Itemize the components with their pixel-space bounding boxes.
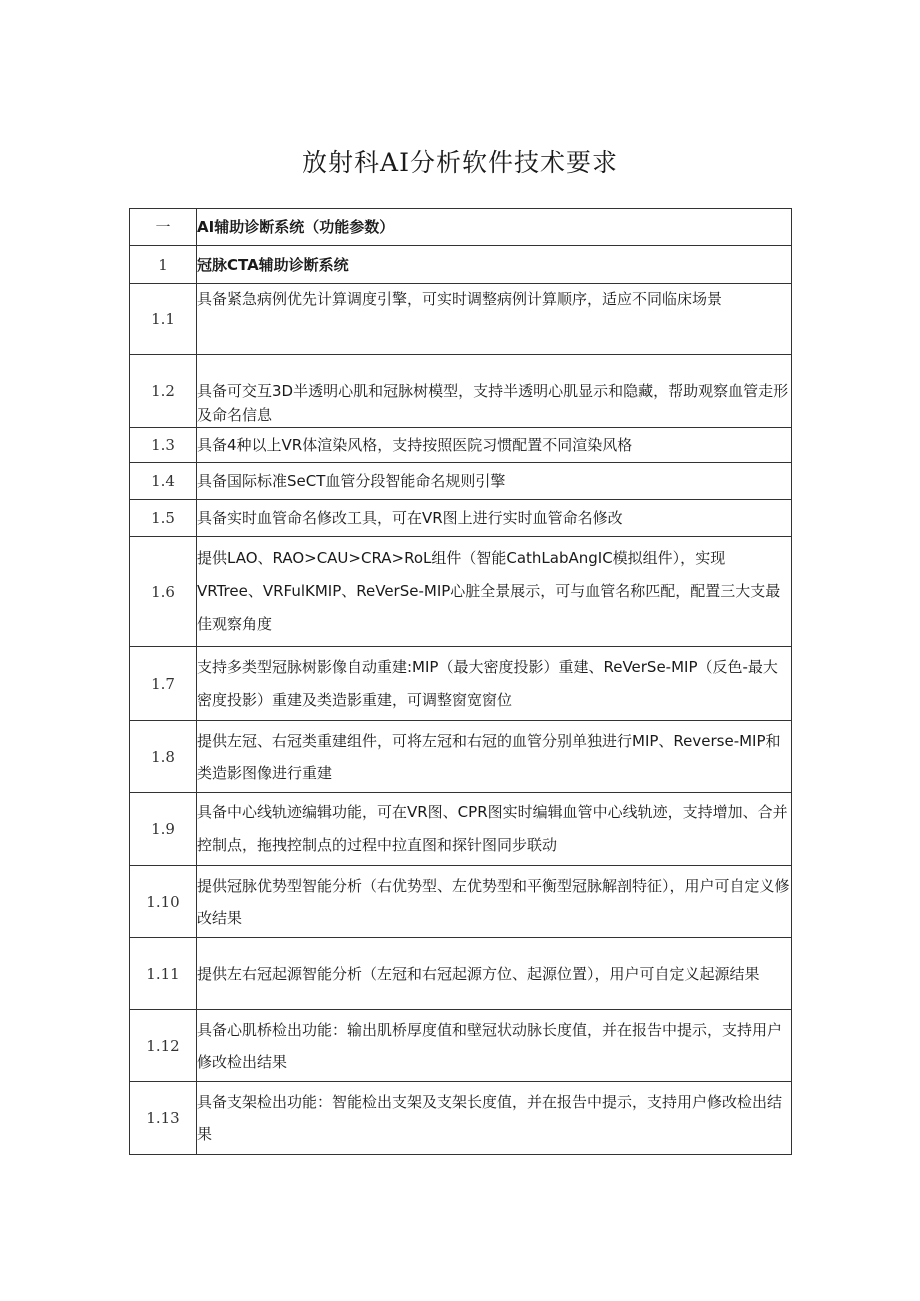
- row-number: 1.9: [130, 793, 197, 866]
- row-number: 1.6: [130, 537, 197, 647]
- row-number: 1.4: [130, 463, 197, 500]
- table-row: [130, 647, 792, 721]
- row-number: 1.3: [130, 428, 197, 463]
- table-row: [130, 500, 792, 537]
- row-description: 具备实时血管命名修改工具，可在VR图上进行实时血管命名修改: [197, 500, 792, 537]
- row-description: 提供左右冠起源智能分析（左冠和右冠起源方位、起源位置），用户可自定义起源结果: [197, 938, 792, 1010]
- row-description: 提供冠脉优势型智能分析（右优势型、左优势型和平衡型冠脉解剖特征），用户可自定义修改结果: [197, 866, 792, 938]
- row-description: 提供LAO、RAO>CAU>CRA>RoL组件（智能CathLabAngIC模拟组件），实现VRTree、VRFulKMIP、ReVerSe-MIP心脏全景展示，可与血管名称匹配，配置三大支最佳观察角度: [197, 537, 792, 647]
- row-description: AI辅助诊断系统（功能参数）: [197, 209, 792, 246]
- row-number: 1.11: [130, 938, 197, 1010]
- page-title: 放射科AI分析软件技术要求: [302, 148, 618, 177]
- row-number: 一: [130, 209, 197, 246]
- table-row: [130, 938, 792, 1010]
- row-number: 1.8: [130, 721, 197, 793]
- row-description: 支持多类型冠脉树影像自动重建:MIP（最大密度投影）重建、ReVerSe-MIP（反色-最大密度投影）重建及类造影重建，可调整窗宽窗位: [197, 647, 792, 721]
- table-row: [130, 866, 792, 938]
- table-row: [130, 284, 792, 355]
- row-description: 具备4种以上VR体渲染风格，支持按照医院习惯配置不同渲染风格: [197, 428, 792, 463]
- table-row: [130, 1010, 792, 1082]
- table-row: [130, 428, 792, 463]
- row-number: 1.7: [130, 647, 197, 721]
- row-number: 1.13: [130, 1082, 197, 1155]
- row-description: 冠脉CTA辅助诊断系统: [197, 246, 792, 284]
- row-number: 1.2: [130, 355, 197, 428]
- row-number: 1.10: [130, 866, 197, 938]
- row-description: 具备支架检出功能：智能检出支架及支架长度值，并在报告中提示，支持用户修改检出结果: [197, 1082, 792, 1155]
- table-row: [130, 721, 792, 793]
- row-description: 具备国际标准SeCT血管分段智能命名规则引擎: [197, 463, 792, 500]
- spec-table: [129, 208, 792, 1155]
- row-description: 具备可交互3D半透明心肌和冠脉树模型，支持半透明心肌显示和隐藏，帮助观察血管走形及命名信息: [197, 355, 792, 428]
- row-description: 具备中心线轨迹编辑功能，可在VR图、CPR图实时编辑血管中心线轨迹，支持增加、合并控制点，拖拽控制点的过程中拉直图和探针图同步联动: [197, 793, 792, 866]
- table-row: [130, 355, 792, 428]
- table-row: [130, 209, 792, 246]
- table-row: [130, 246, 792, 284]
- row-description: 具备紧急病例优先计算调度引擎，可实时调整病例计算顺序，适应不同临床场景: [197, 284, 792, 355]
- table-row: [130, 793, 792, 866]
- row-number: 1.12: [130, 1010, 197, 1082]
- row-number: 1.5: [130, 500, 197, 537]
- row-number: 1.1: [130, 284, 197, 355]
- table-row: [130, 537, 792, 647]
- row-number: 1: [130, 246, 197, 284]
- row-description: 具备心肌桥检出功能：输出肌桥厚度值和壁冠状动脉长度值，并在报告中提示，支持用户修改检出结果: [197, 1010, 792, 1082]
- table-row: [130, 1082, 792, 1155]
- row-description: 提供左冠、右冠类重建组件，可将左冠和右冠的血管分别单独进行MIP、Reverse-MIP和类造影图像进行重建: [197, 721, 792, 793]
- table-row: [130, 463, 792, 500]
